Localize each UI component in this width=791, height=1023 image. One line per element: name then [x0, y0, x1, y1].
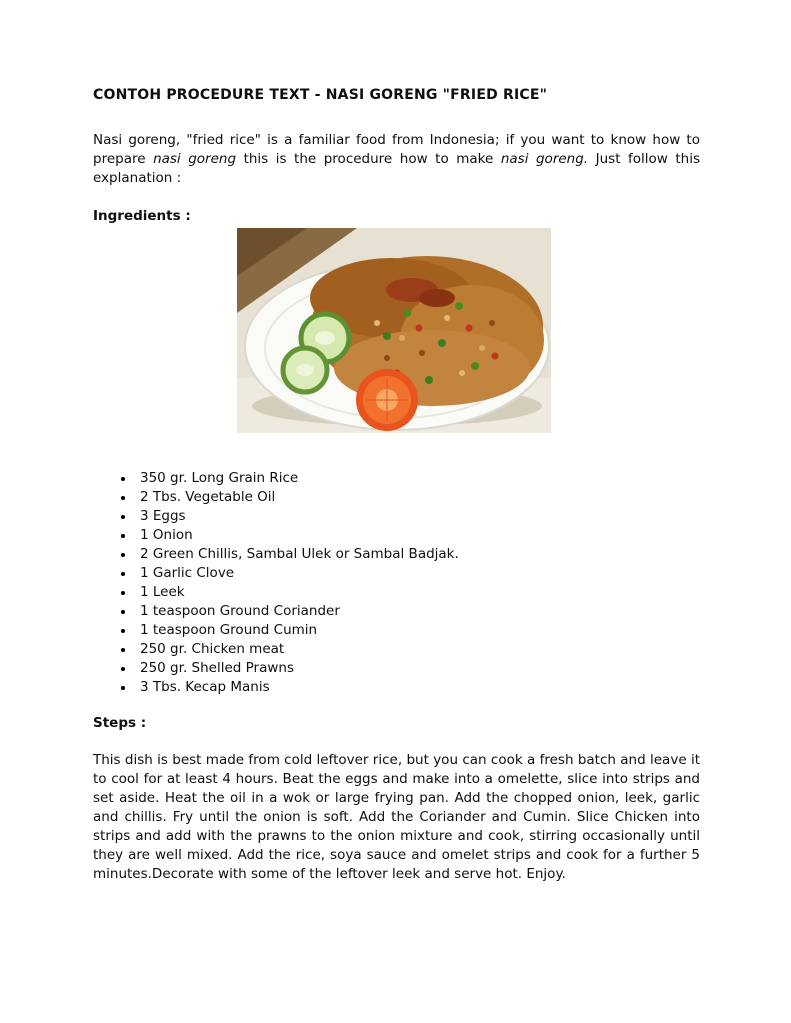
- list-item: 1 Onion: [140, 526, 700, 545]
- rice-grain: [489, 320, 495, 326]
- red-pepper-bit: [492, 353, 499, 360]
- list-item: 1 teaspoon Ground Cumin: [140, 621, 700, 640]
- ingredients-heading: Ingredients :: [93, 208, 191, 224]
- nasi-goreng-image: [237, 228, 551, 433]
- list-item: 3 Tbs. Kecap Manis: [140, 678, 700, 697]
- intro-text-part: Just follow this explanation :: [93, 151, 701, 186]
- rice-grain: [374, 320, 380, 326]
- cucumber-center: [315, 331, 335, 345]
- green-garnish: [383, 332, 391, 340]
- dish-photo: [237, 228, 551, 433]
- green-garnish: [438, 339, 446, 347]
- rice-grain: [479, 345, 485, 351]
- list-item: 350 gr. Long Grain Rice: [140, 469, 700, 488]
- list-item: 2 Tbs. Vegetable Oil: [140, 488, 700, 507]
- green-garnish: [455, 302, 463, 310]
- steps-heading: Steps :: [93, 715, 147, 731]
- list-item: 250 gr. Shelled Prawns: [140, 659, 700, 678]
- rice-grain: [399, 335, 405, 341]
- intro-italic-term: nasi goreng: [153, 151, 237, 167]
- red-pepper-bit: [466, 325, 473, 332]
- rice-grain: [459, 370, 465, 376]
- list-item: 2 Green Chillis, Sambal Ulek or Sambal Badjak.: [140, 545, 700, 564]
- cucumber-center: [296, 364, 314, 376]
- intro-text-part: this is the procedure how to make: [236, 151, 501, 167]
- ingredients-list: [93, 469, 700, 697]
- list-item: 1 Leek: [140, 583, 700, 602]
- rice-grain: [444, 315, 450, 321]
- fried-shallots: [419, 289, 455, 307]
- rice-grain: [419, 350, 425, 356]
- list-item: 1 Garlic Clove: [140, 564, 700, 583]
- intro-paragraph: [93, 131, 700, 188]
- list-item: 3 Eggs: [140, 507, 700, 526]
- list-item: 250 gr. Chicken meat: [140, 640, 700, 659]
- green-garnish: [425, 376, 433, 384]
- list-item: 1 teaspoon Ground Coriander: [140, 602, 700, 621]
- green-garnish: [471, 362, 479, 370]
- intro-italic-term: nasi goreng.: [500, 151, 589, 167]
- rice-grain: [384, 355, 390, 361]
- red-pepper-bit: [416, 325, 423, 332]
- intro-text-part: Nasi goreng, "fried rice" is a familiar food from Indonesia; if you want to know how to prepare: [93, 132, 700, 167]
- page-title: CONTOH PROCEDURE TEXT - NASI GORENG "FRIED RICE": [93, 87, 548, 103]
- green-garnish: [403, 309, 411, 317]
- steps-paragraph: This dish is best made from cold leftover rice, but you can cook a fresh batch and leave it to cool for at least 4 hours. Beat the eggs and make into a omelette, slice into strips and set aside. Heat the oil in a wok or large frying pan. Add the chopped onion, leek, garlic and chillis. Fry until the onion is soft. Add the Coriander and Cumin. Slice Chicken into strips and add with the prawns to the onion mixture and cook, stirring occasionally until they are well mixed. Add the rice, soya sauce and omelet strips and cook for a further 5 minutes.Decorate with some of the leftover leek and serve hot. Enjoy.: [93, 752, 700, 882]
